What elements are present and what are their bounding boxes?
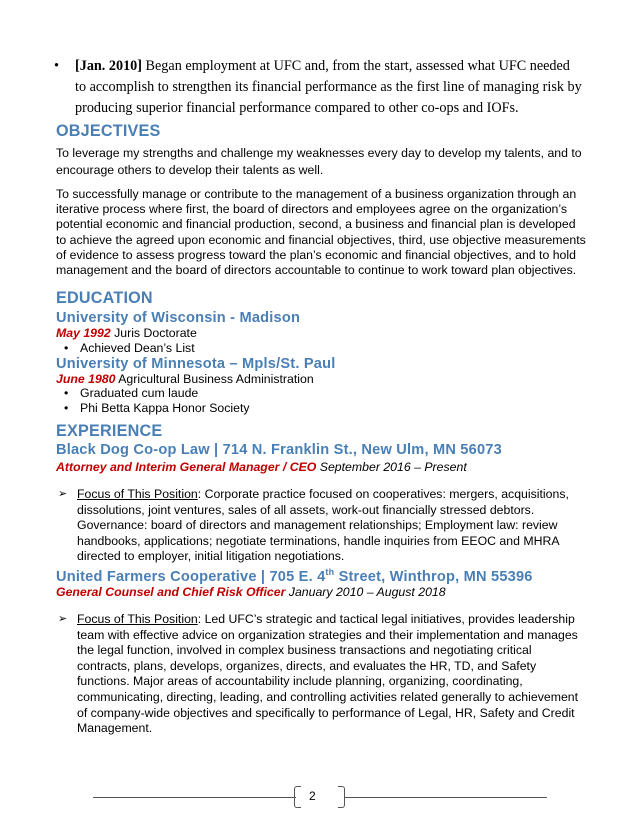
job-org-ufc: United Farmers Cooperative | 705 E. 4th Street, Winthrop, MN 55396: [56, 567, 533, 585]
page-bracket-left: [294, 786, 301, 808]
job-title-line: [56, 460, 467, 474]
arrow-bullet-icon: ➢: [58, 613, 68, 625]
education-heading: EDUCATION: [56, 289, 153, 307]
focus-text: : Led UFC’s strategic and tactical legal initiatives, provides leadership team with effective advice on organization strategies and their implementation and manages the legal function, involved in complex business transactions and negotiating critical contracts, plans, develops, organizes, directs, and evaluates the HR, TD, and Safety functions. Major areas of accountability include planning, organizing, coordinating, communicating, directing, leading, and controlling activities related generally to achievement of company-wide objectives and specifically to performance of Legal, HR, Safety and Credit Management.: [77, 612, 579, 736]
job-org-black-dog: Black Dog Co-op Law | 714 N. Franklin St., New Ulm, MN 56073: [56, 442, 502, 458]
job-dates: January 2010 – August 2018: [285, 585, 446, 599]
bullet-marker: •: [54, 58, 59, 74]
job-title-line: [56, 585, 446, 599]
objectives-paragraph-1: To leverage my strengths and challenge my weaknesses every day to develop my talents, and to encourage others to develop their talents as well.: [56, 146, 582, 177]
school-name-minnesota: University of Minnesota – Mpls/St. Paul: [56, 356, 336, 372]
school-degree-line: [56, 372, 314, 386]
job-focus-item: [58, 487, 588, 565]
employment-bullet: [54, 56, 584, 119]
honor-item: • Phi Betta Kappa Honor Society: [64, 401, 250, 415]
arrow-bullet-icon: ➢: [58, 488, 68, 500]
objectives-paragraph-2: To successfully manage or contribute to the management of a business organization through an iterative process where first, the board of directors and employees agree on the organization’s potential economic and financial production, second, a business and financial plan is developed to achieve the agreed upon economic and financial objectives, third, use objective measurements of evidence to assess progress toward the plan’s economic and financial objectives, and to hold management and the board of directors accountable to continue to work toward plan objectives.: [56, 187, 586, 278]
footer-rule-left: [93, 797, 296, 798]
honor-item: • Graduated cum laude: [64, 386, 199, 400]
degree-name: Juris Doctorate: [110, 326, 197, 340]
focus-label: Focus of This Position: [77, 487, 198, 501]
degree-name: Agricultural Business Administration: [115, 372, 314, 386]
objectives-heading: OBJECTIVES: [56, 122, 161, 140]
focus-text: : Corporate practice focused on cooperatives: mergers, acquisitions, dissolutions, joint ventures, sales of all assets, work-out financially stressed debtors. Governance: board of directors and management relationships; Employment law: review handbooks, applications; negotiate terminations, handle inquiries from EEOC and MHRA directed to employer, initial litigation negotiations.: [77, 487, 569, 564]
experience-heading: EXPERIENCE: [56, 422, 163, 440]
bullet-text: Began employment at UFC and, from the start, assessed what UFC needed to accomplish to strengthen its financial performance as the first line of managing risk by producing superior financial performance compared to other co-ops and IOFs.: [75, 58, 582, 116]
footer-rule-right: [344, 797, 547, 798]
page-number: 2: [309, 789, 316, 803]
focus-label: Focus of This Position: [77, 612, 198, 626]
degree-date: June 1980: [56, 372, 116, 386]
school-name-wisconsin: University of Wisconsin - Madison: [56, 310, 301, 326]
bullet-date: [Jan. 2010]: [75, 58, 142, 74]
school-degree-line: [56, 326, 197, 340]
job-title: General Counsel and Chief Risk Officer: [56, 585, 286, 599]
job-title: Attorney and Interim General Manager / CEO: [56, 460, 317, 474]
degree-date: May 1992: [56, 326, 111, 340]
honor-item: • Achieved Dean’s List: [64, 341, 195, 355]
job-dates: September 2016 – Present: [316, 460, 467, 474]
job-focus-item: [58, 612, 588, 737]
